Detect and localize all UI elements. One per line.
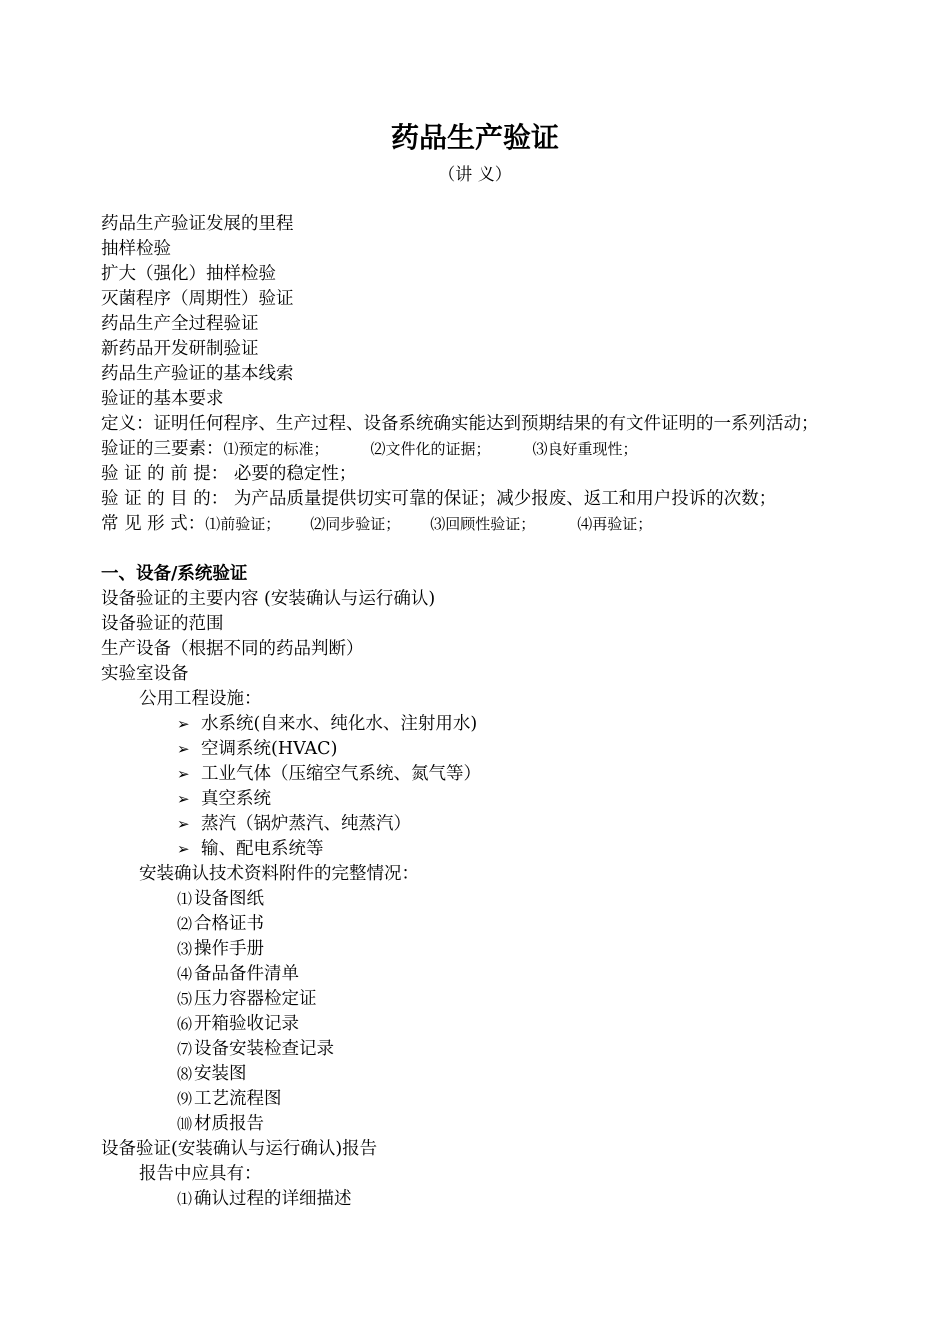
doc-number: ⑵ bbox=[177, 915, 193, 933]
three-elements-line bbox=[101, 437, 861, 462]
utility-text: 空调系统(HVAC) bbox=[201, 739, 338, 759]
arrow-bullet-icon: ➢ bbox=[177, 840, 190, 858]
doc-text: 材质报告 bbox=[194, 1114, 265, 1134]
section-line: 设备验证的主要内容 (安装确认与运行确认) bbox=[101, 589, 436, 609]
doc-text: 设备安装检查记录 bbox=[194, 1039, 335, 1059]
intro-line: 抽样检验 bbox=[101, 239, 171, 259]
document-subtitle: （讲 义） bbox=[438, 165, 512, 185]
doc-number: ⑷ bbox=[177, 965, 193, 983]
document-title: 药品生产验证 bbox=[390, 121, 559, 154]
forms-item: ⑴前验证； bbox=[205, 515, 281, 533]
arrow-bullet-icon: ➢ bbox=[177, 740, 190, 758]
doc-text: 备品备件清单 bbox=[194, 964, 300, 984]
intro-line: 药品生产验证的基本线索 bbox=[101, 364, 294, 384]
doc-item bbox=[101, 1112, 861, 1137]
section-heading: 一、设备/系统验证 bbox=[101, 564, 248, 584]
definition-paragraph: 定义：证明任何程序、生产过程、设备系统确实能达到预期结果的有文件证明的一系列活动； bbox=[101, 414, 819, 434]
utility-text: 真空系统 bbox=[201, 789, 271, 809]
intro-line: 灭菌程序（周期性）验证 bbox=[101, 289, 294, 309]
doc-item bbox=[101, 987, 861, 1012]
doc-text: 开箱验收记录 bbox=[194, 1014, 300, 1034]
doc-item bbox=[101, 1087, 861, 1112]
doc-item bbox=[101, 1012, 861, 1037]
doc-item bbox=[101, 1037, 861, 1062]
doc-number: ⑺ bbox=[177, 1040, 193, 1058]
report-label: 报告中应具有： bbox=[139, 1164, 262, 1184]
report-item bbox=[101, 1187, 861, 1212]
intro-line: 新药品开发研制验证 bbox=[101, 339, 259, 359]
doc-number: ⑻ bbox=[177, 1065, 193, 1083]
purpose-line: 验 证 的 目 的： 为产品质量提供切实可靠的保证；减少报废、返工和用户投诉的次数； bbox=[101, 489, 777, 509]
forms-label: 常 见 形 式： bbox=[101, 514, 206, 534]
doc-item bbox=[101, 912, 861, 937]
intro-line: 药品生产验证发展的里程 bbox=[101, 214, 294, 234]
utility-text: 输、配电系统等 bbox=[201, 839, 324, 859]
utility-item bbox=[101, 762, 861, 787]
doc-text: 安装图 bbox=[194, 1064, 247, 1084]
arrow-bullet-icon: ➢ bbox=[177, 715, 190, 733]
section-line: 实验室设备 bbox=[101, 664, 189, 684]
arrow-bullet-icon: ➢ bbox=[177, 765, 190, 783]
doc-item bbox=[101, 962, 861, 987]
intro-line: 药品生产全过程验证 bbox=[101, 314, 259, 334]
intro-line: 扩大（强化）抽样检验 bbox=[101, 264, 276, 284]
report-text: 确认过程的详细描述 bbox=[194, 1189, 352, 1209]
doc-text: 工艺流程图 bbox=[194, 1089, 282, 1109]
doc-number: ⑸ bbox=[177, 990, 193, 1008]
report-heading: 设备验证(安装确认与运行确认)报告 bbox=[101, 1139, 378, 1159]
three-elements-item: ⑴预定的标准； bbox=[223, 440, 329, 458]
section-line: 生产设备（根据不同的药品判断） bbox=[101, 639, 364, 659]
doc-item bbox=[101, 1062, 861, 1087]
premise-line: 验 证 的 前 提： 必要的稳定性； bbox=[101, 464, 357, 484]
doc-text: 合格证书 bbox=[194, 914, 265, 934]
doc-number: ⑼ bbox=[177, 1090, 193, 1108]
utility-item bbox=[101, 812, 861, 837]
section-line: 设备验证的范围 bbox=[101, 614, 224, 634]
utility-item bbox=[101, 712, 861, 737]
utility-text: 水系统(自来水、纯化水、注射用水) bbox=[201, 714, 478, 734]
arrow-bullet-icon: ➢ bbox=[177, 790, 190, 808]
utility-item bbox=[101, 837, 861, 862]
docs-label: 安装确认技术资料附件的完整情况： bbox=[139, 864, 419, 884]
forms-item: ⑷再验证； bbox=[577, 515, 653, 533]
doc-number: ⑽ bbox=[177, 1115, 193, 1133]
forms-line bbox=[101, 512, 861, 537]
report-number: ⑴ bbox=[177, 1190, 193, 1208]
doc-number: ⑶ bbox=[177, 940, 193, 958]
document-body bbox=[101, 212, 861, 1212]
arrow-bullet-icon: ➢ bbox=[177, 815, 190, 833]
doc-number: ⑹ bbox=[177, 1015, 193, 1033]
three-elements-item: ⑵文件化的证据； bbox=[370, 440, 491, 458]
three-elements-item: ⑶良好重现性； bbox=[532, 440, 638, 458]
doc-item bbox=[101, 937, 861, 962]
forms-item: ⑶回顾性验证； bbox=[430, 515, 536, 533]
utility-item bbox=[101, 737, 861, 762]
doc-text: 设备图纸 bbox=[194, 889, 265, 909]
doc-text: 操作手册 bbox=[194, 939, 265, 959]
doc-item bbox=[101, 887, 861, 912]
intro-line: 验证的基本要求 bbox=[101, 389, 224, 409]
three-elements-label: 验证的三要素： bbox=[101, 439, 224, 459]
forms-item: ⑵同步验证； bbox=[310, 515, 401, 533]
doc-text: 压力容器检定证 bbox=[194, 989, 317, 1009]
utility-text: 蒸汽（锅炉蒸汽、纯蒸汽） bbox=[201, 814, 411, 834]
utility-text: 工业气体（压缩空气系统、氮气等） bbox=[201, 764, 481, 784]
utility-item bbox=[101, 787, 861, 812]
doc-number: ⑴ bbox=[177, 890, 193, 908]
utilities-label: 公用工程设施： bbox=[139, 689, 262, 709]
